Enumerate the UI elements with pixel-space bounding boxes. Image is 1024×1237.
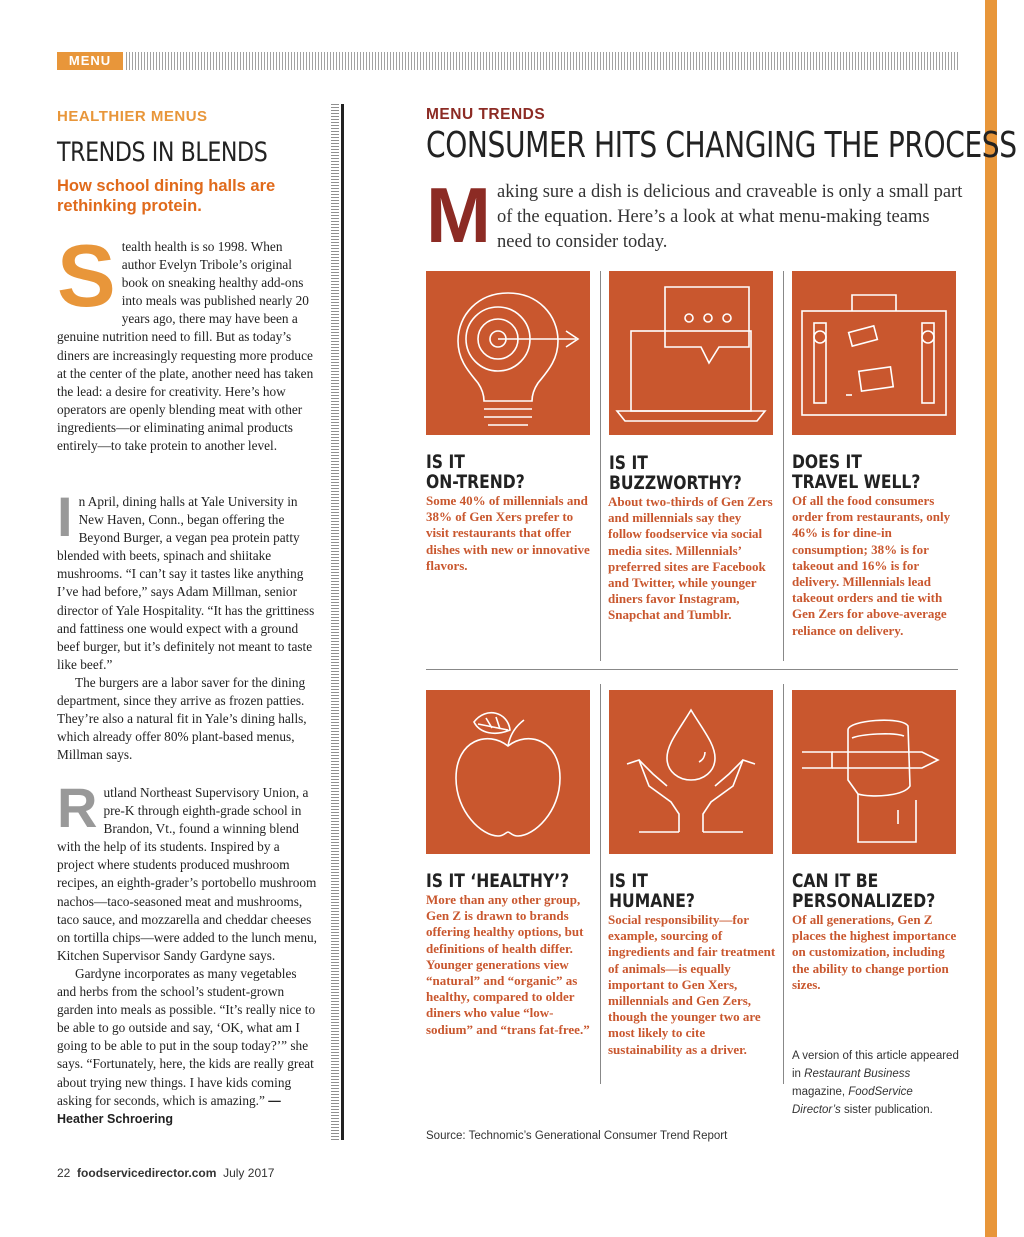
grid-divider-3 xyxy=(600,684,601,1084)
column-divider xyxy=(341,104,344,1140)
page-edge-bar xyxy=(985,0,997,1237)
suitcase-icon xyxy=(792,271,956,435)
paragraph-5: Gardyne incorporates as many vegetables and herbs from the school’s student-grown garden into meals as possible. “It’s really nice to be able to go outside and say, ‘OK, what am I going to be able to put in the soup today?’” she says. “Fortunately, here, the kids are really great about trying new things. I have kids coming asking for seconds, which is amazing.” xyxy=(57,965,316,1108)
column-divider-hatch xyxy=(331,104,339,1140)
dropcap-m: M xyxy=(426,171,491,259)
item-6-answer: Of all generations, Gen Z places the highest importance on customization, including the ability to change portion sizes. xyxy=(792,912,957,992)
right-kicker: MENU TRENDS xyxy=(426,106,546,123)
left-kicker: HEALTHIER MENUS xyxy=(57,108,208,125)
item-3-question: DOES IT TRAVEL WELL? xyxy=(792,451,921,493)
header-hatch-rule xyxy=(126,52,958,70)
apple-icon xyxy=(426,690,590,854)
item-4-answer: More than any other group, Gen Z is drawn to brands offering healthy options, but definitions of health differ. Younger generations view “natural” and “organic” as healthy, compared to older diners who value “low-sodium” and “trans fat-free.” xyxy=(426,892,590,1037)
item-2-answer: About two-thirds of Gen Zers and millennials say they follow foodservice via social media sites. Millennials’ preferred sites are Facebook and Twitter, while younger diners favor Instagram, Snapchat and Tumblr. xyxy=(608,494,773,623)
hand-pen-icon xyxy=(792,690,956,854)
lightbulb-target-icon xyxy=(426,271,590,435)
left-body-1 xyxy=(57,226,319,455)
hands-drop-icon xyxy=(609,690,773,854)
paragraph-1: tealth health is so 1998. When author Evelyn Tribole’s original book on sneaking healthy add-ons into meals was published nearly 20 years ago, there may have been a genuine nutrition need to fill. But as today’s diners are increasingly requesting more produce at the center of the plate, another need has taken the lead: a desire for creativity. Here’s how operators are openly blending meat with other ingredients—or eliminating animal products entirely—to take protein to another level. xyxy=(57,239,314,454)
publication-note: A version of this article appeared in Restaurant Business magazine, FoodService Director’s sister publication. xyxy=(792,1050,959,1116)
left-title: TRENDS IN BLENDS xyxy=(57,137,268,168)
item-1-answer: Some 40% of millennials and 38% of Gen Xers prefer to visit restaurants that offer dishes with new or innovative flavors. xyxy=(426,493,590,573)
grid-divider-horizontal xyxy=(426,669,958,670)
right-intro xyxy=(426,171,966,259)
paragraph-2: n April, dining halls at Yale University in New Haven, Conn., began offering the Beyond Burger, a vegan pea protein patty blended with beets, spinach and shiitake mushrooms. “I can’t say it tastes like anything I’ve had before,” says Adam Millman, senior director of Yale Hospitality. “It has the grittiness and fattiness one would expect with a ground beef burger, but it’s definitely not meant to taste like beef.” xyxy=(57,494,315,672)
dropcap-s: S xyxy=(57,226,116,325)
byline: —Heather Schroering xyxy=(57,1093,281,1126)
footer-site: foodservicedirector.com xyxy=(77,1166,217,1180)
grid-divider-2 xyxy=(783,271,784,661)
item-2-question: IS IT BUZZWORTHY? xyxy=(609,452,742,494)
item-5-question: IS IT HUMANE? xyxy=(609,870,695,912)
grid-divider-4 xyxy=(783,684,784,1084)
paragraph-3: The burgers are a labor saver for the dining department, since they arrive as frozen patties. They’re also a natural fit in Yale’s dining halls, which already offer 80% plant-based menus, Millman says. xyxy=(57,674,307,763)
dropcap-r: R xyxy=(57,776,98,839)
left-body-2 xyxy=(57,485,319,764)
intro-text: aking sure a dish is delicious and craveable is only a small part of the equation. Here’s a look at what menu-making teams need to consider today. xyxy=(496,182,963,252)
item-1-question: IS IT ON-TREND? xyxy=(426,451,525,493)
left-deck: How school dining halls are rethinking protein. xyxy=(57,177,276,215)
grid-divider-1 xyxy=(600,271,601,661)
page-number: 22 xyxy=(57,1166,71,1180)
paragraph-4: utland Northeast Supervisory Union, a pre-K through eighth-grade school in Brandon, Vt., found a winning blend with the help of its students. Inspired by a project where students produced mushroom recipes, an eighth-grader’s portobello mushroom nachos—taco-seasoned meat and mushrooms, taco sauce, and mozzarella and cheddar cheeses on tortilla chips—were added to the lunch menu, Kitchen Supervisor Sandy Gardyne says. xyxy=(57,785,317,963)
footer-date: July 2017 xyxy=(223,1166,275,1180)
left-body-3 xyxy=(57,776,319,1128)
source-note: Source: Technomic’s Generational Consumer Trend Report xyxy=(426,1130,728,1142)
laptop-chat-icon xyxy=(609,271,773,435)
item-5-answer: Social responsibility—for example, sourcing of ingredients and fair treatment of animals—is equally important to Gen Xers, millennials and Gen Zers, though the younger two are most likely to cite sustainability as a driver. xyxy=(608,912,776,1057)
page-footer xyxy=(57,1166,274,1180)
dropcap-i: I xyxy=(57,485,73,548)
section-tag: MENU xyxy=(57,52,123,70)
item-4-question: IS IT ‘HEALTHY’? xyxy=(426,870,570,892)
item-3-answer: Of all the food consumers order from restaurants, only 46% is for dine-in consumption; 38% is for takeout and 16% is for delivery. Millennials lead takeout orders and tie with Gen Zers for above-average reliance on delivery. xyxy=(792,493,951,638)
right-title: CONSUMER HITS CHANGING THE PROCESS xyxy=(426,125,1017,166)
item-6-question: CAN IT BE PERSONALIZED? xyxy=(792,870,936,912)
